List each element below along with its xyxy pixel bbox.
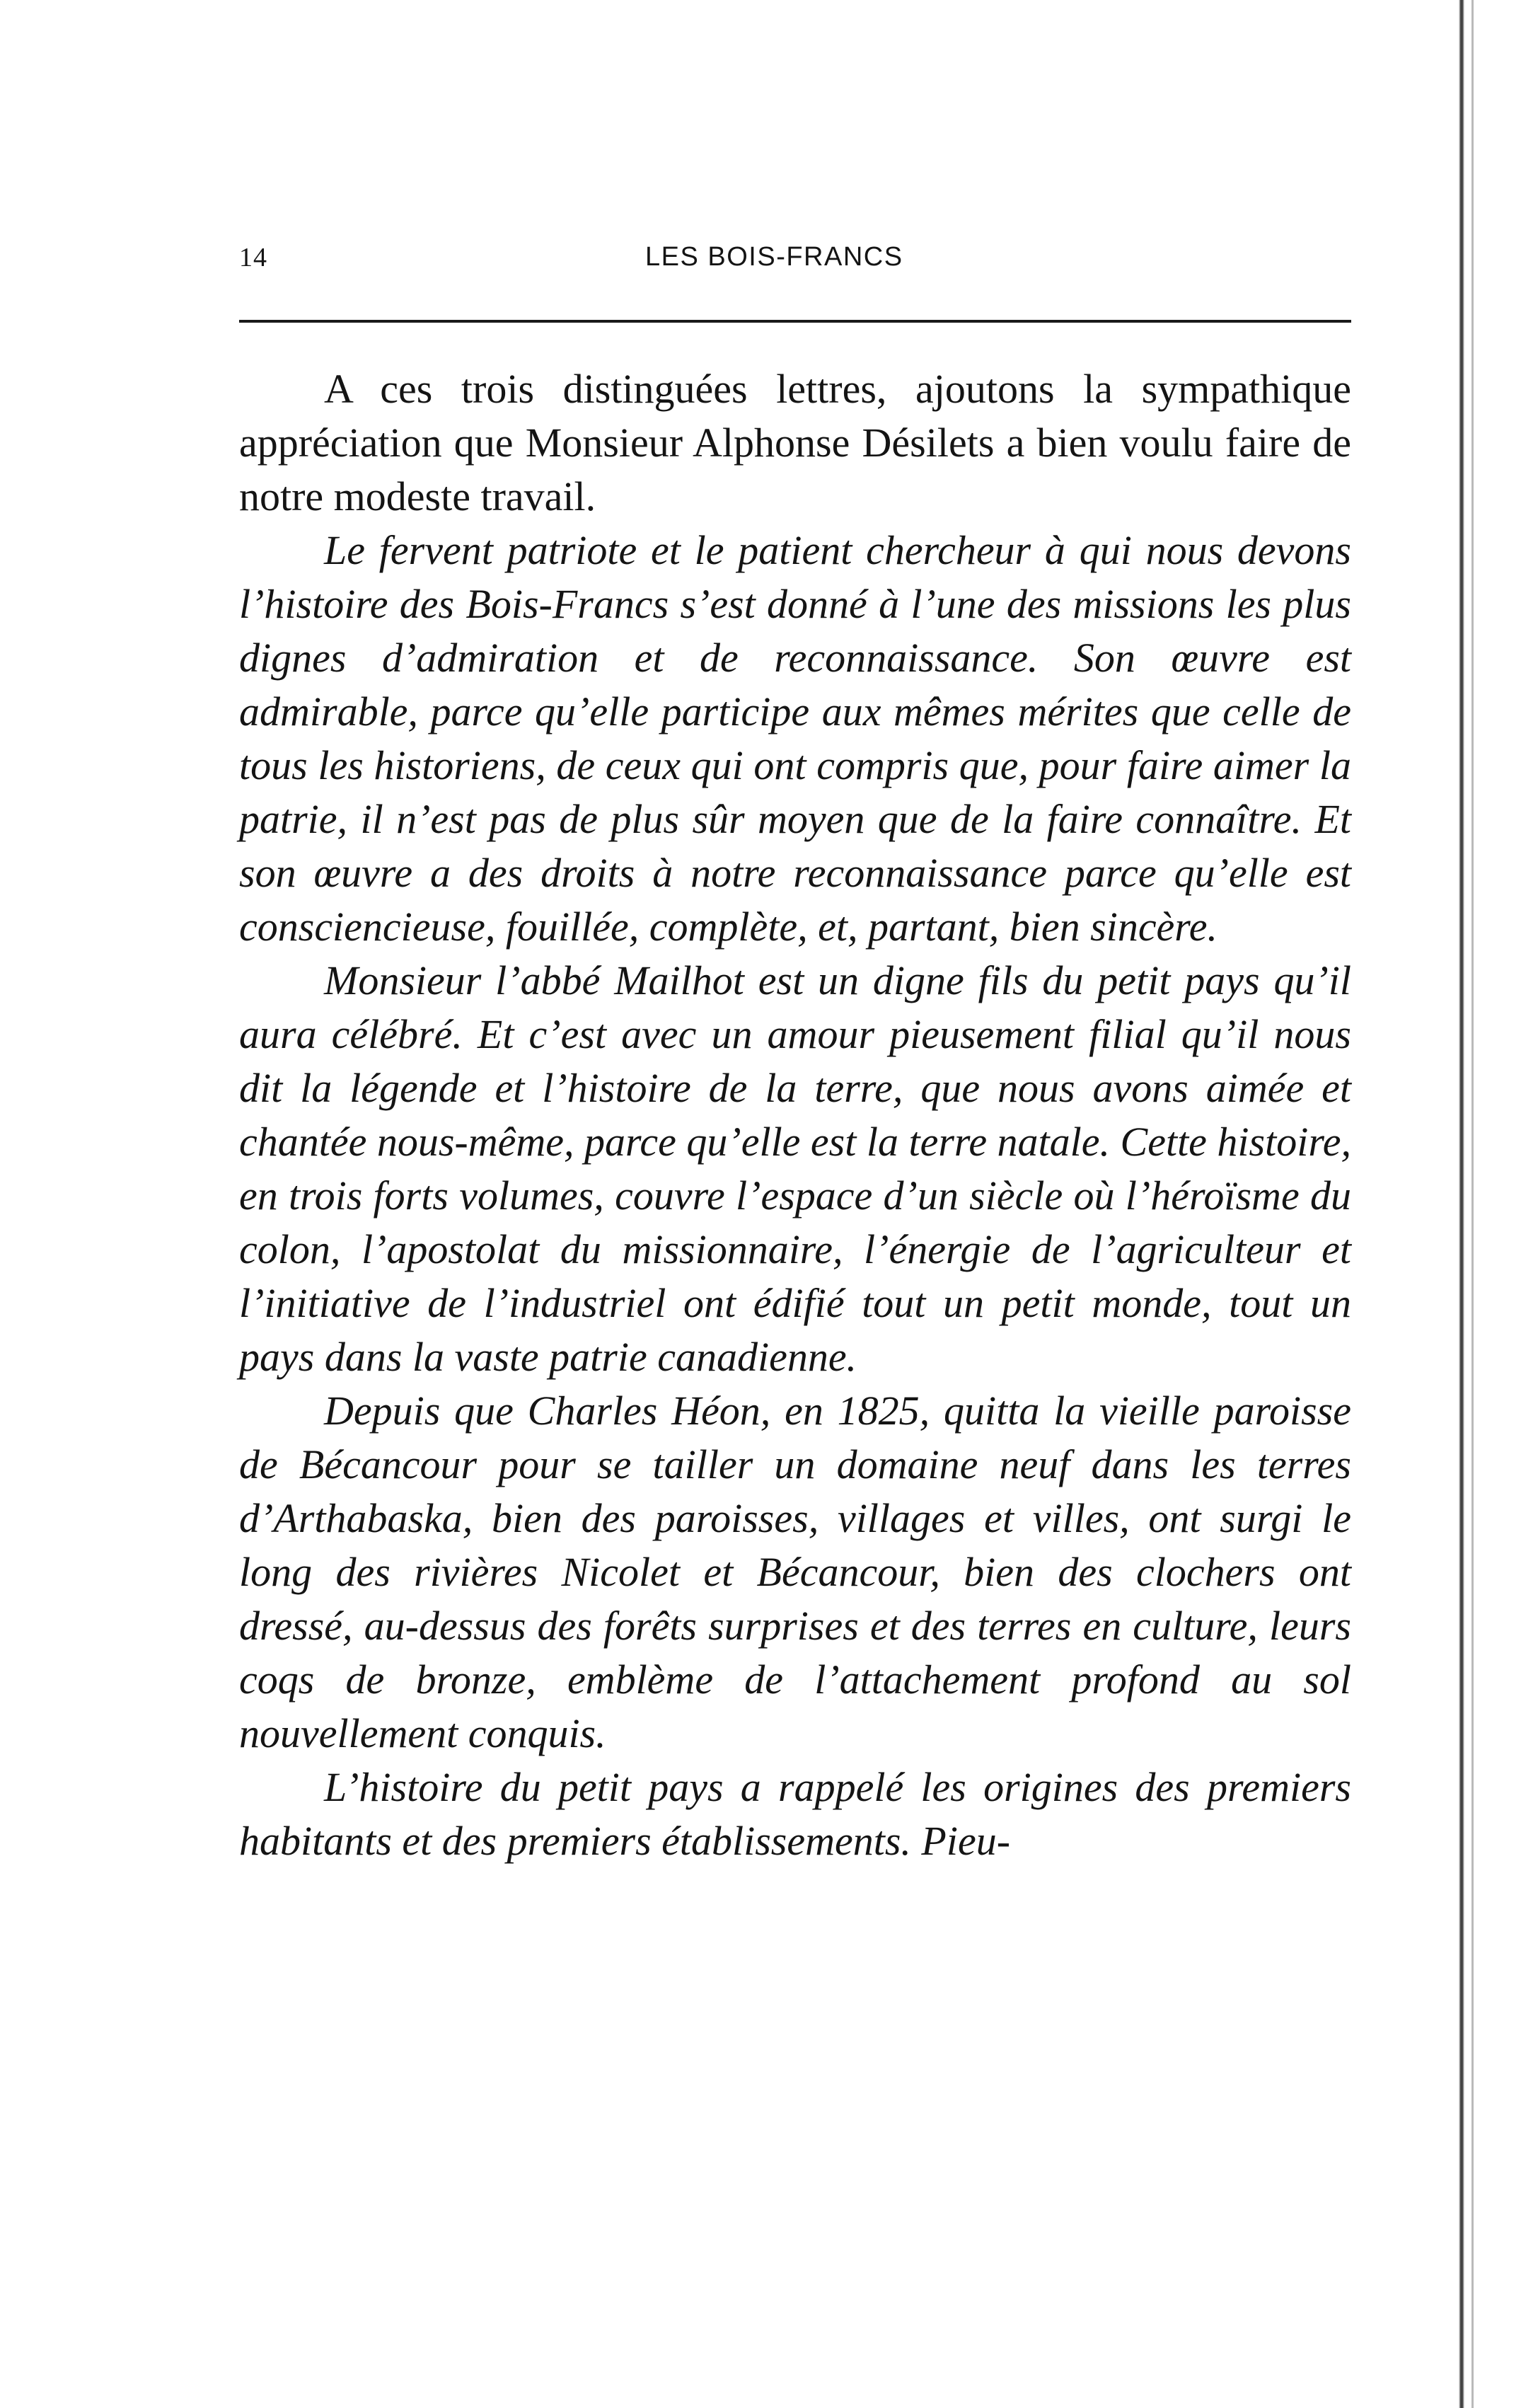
paragraph-quote-3: Depuis que Charles Héon, en 1825, quitta la vieille paroisse de Bécancour pour se tailler un domaine neuf dans les terres d’Arthabaska, bien des paroisses, villages et villes, ont surgi le long des rivières Nicolet et Bécancour, bien des clochers ont dressé, au-dessus des forêts surprises et des terres en culture, leurs coqs de bronze, emblème de l’attachement profond au sol nouvellement conquis. xyxy=(239,1388,1351,1756)
page-number: 14 xyxy=(239,243,267,272)
body-text xyxy=(239,362,1351,1868)
paragraph-intro: A ces trois distinguées lettres, ajoutons la sympathique appréciation que Monsieur Alphonse Désilets a bien voulu faire de notre modeste travail. xyxy=(239,366,1351,519)
binding-shadow xyxy=(1471,0,1474,2408)
header-rule xyxy=(239,320,1351,323)
paragraph-quote-4: L’histoire du petit pays a rappelé les origines des premiers habitants et des premiers établissements. Pieu- xyxy=(239,1764,1351,1864)
running-head xyxy=(0,242,1521,284)
paragraph-quote-2: Monsieur l’abbé Mailhot est un digne fils du petit pays qu’il aura célébré. Et c’est avec un amour pieusement filial qu’il nous dit la légende et l’histoire de la terre, que nous avons aimée et chantée nous-même, parce qu’elle est la terre natale. Cette histoire, en trois forts volumes, couvre l’espace d’un siècle où l’héroïsme du colon, l’apostolat du missionnaire, l’énergie de l’agriculteur et l’initiative de l’industriel ont édifié tout un petit monde, tout un pays dans la vaste patrie canadienne. xyxy=(239,957,1352,1380)
running-title: LES BOIS-FRANCS xyxy=(645,242,903,272)
binding-edge xyxy=(1459,0,1464,2408)
paragraph-quote-1: Le fervent patriote et le patient chercheur à qui nous devons l’histoire des Bois-Francs s’est donné à l’une des missions les plus dignes d’admiration et de reconnaissance. Son œuvre est admirable, parce qu’elle participe aux mêmes mérites que celle de tous les historiens, de ceux qui ont compris que, pour faire aimer la patrie, il n’est pas de plus sûr moyen que de la faire connaître. Et son œuvre a des droits à notre reconnaissance parce qu’elle est consciencieuse, fouillée, complète, et, partant, bien sincère. xyxy=(239,527,1351,950)
